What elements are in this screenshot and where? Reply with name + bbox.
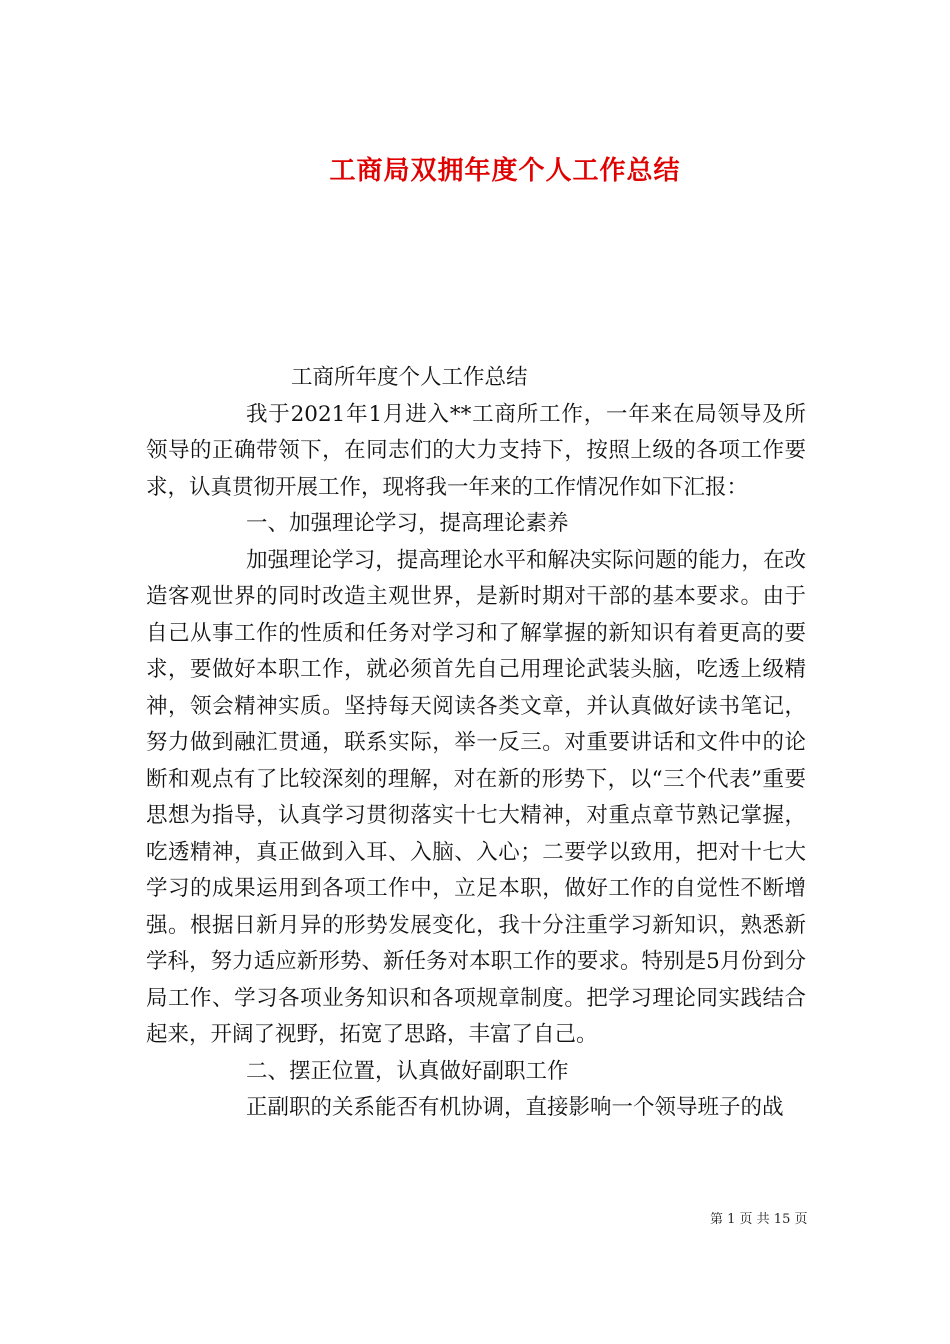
document-title: 工商局双拥年度个人工作总结 — [329, 156, 681, 187]
paragraph-theory-study: 加强理论学习，提高理论水平和解决实际问题的能力，在改造客观世界的同时改造主观世界，是新时期对干部的基本要求。由于自己从事工作的性质和任务对学习和了解掌握的新知识有着更高的要求，要做好本职工作，就必须首先自己用理论武装头脑，吃透上级精神，领会精神实质。坚持每天阅读各类文章，并认真做好读书笔记，努力做到融汇贯通，联系实际，举一反三。对重要讲话和文件中的论断和观点有了比较深刻的理解，对在新的形势下，以“三个代表”重要思想为指导，认真学习贯彻落实十七大精神，对重点章节熟记掌握，吃透精神，真正做到入耳、入脑、入心；二要学以致用，把对十七大学习的成果运用到各项工作中，立足本职，做好工作的自觉性不断增强。根据日新月异的形势发展变化，我十分注重学习新知识，熟悉新学科，努力适应新形势、新任务对本职工作的要求。特别是5月份到分局工作、学习各项业务知识和各项规章制度。把学习理论同实践结合起来，开阔了视野，拓宽了思路，丰富了自己。 — [146, 547, 806, 1047]
document-subtitle: 工商所年度个人工作总结 — [291, 365, 528, 390]
page-number: 第 1 页 共 15 页 — [710, 1212, 808, 1227]
paragraph-deputy-role: 正副职的关系能否有机协调，直接影响一个领导班子的战 — [246, 1095, 784, 1120]
section-heading-1: 一、加强理论学习，提高理论素养 — [246, 511, 569, 536]
document-body — [146, 360, 806, 1127]
section-heading-2: 二、摆正位置，认真做好副职工作 — [246, 1058, 569, 1084]
paragraph-intro: 我于2021年1月进入**工商所工作，一年来在局领导及所领导的正确带领下，在同志们的大力支持下，按照上级的各项工作要求，认真贯彻开展工作，现将我一年来的工作情况作如下汇报： — [146, 401, 806, 500]
